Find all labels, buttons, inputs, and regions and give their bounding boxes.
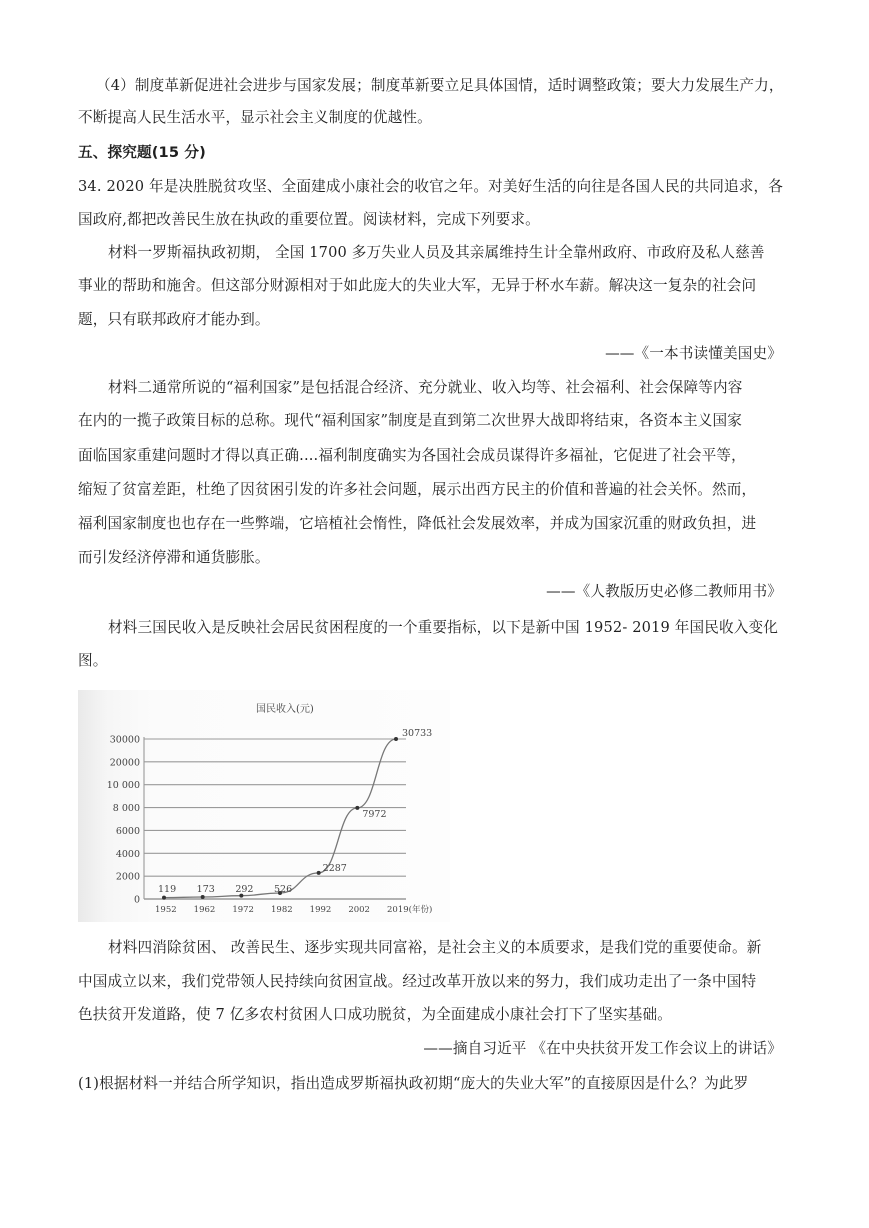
material-3-line-1: 材料三国民收入是反映社会居民贫困程度的一个重要指标，以下是新中国 1952- 2019 年国民收入变化: [108, 619, 778, 636]
data-label: 119: [158, 884, 177, 895]
material-4-source: ——摘自习近平 《在中央扶贫开发工作会议上的讲话》: [423, 1040, 782, 1057]
data-label: 173: [196, 884, 215, 895]
series-line: [164, 739, 396, 898]
material-2-line-1: 材料二通常所说的“福利国家”是包括混合经济、充分就业、收入均等、社会福利、社会保障等内容: [108, 379, 743, 396]
question-1-line-1: (1)根据材料一并结合所学知识，指出造成罗斯福执政初期“庞大的失业大军”的直接原因是什么？为此罗: [78, 1075, 749, 1092]
section-5-title: 五、探究题(15 分): [78, 144, 206, 161]
y-tick-label: 4000: [115, 848, 140, 860]
question-34-line-2: 国政府,都把改善民生放在执政的重要位置。阅读材料，完成下列要求。: [78, 211, 540, 228]
x-tick-label: 1952: [155, 905, 177, 915]
material-1-line-1: 材料一罗斯福执政初期， 全国 1700 多万失业人员及其亲属维持生计全靠州政府、市政府及私人慈善: [108, 244, 765, 261]
question-34-line-1: 34. 2020 年是决胜脱贫攻坚、全面建成小康社会的收官之年。对美好生活的向往是各国人民的共同追求，各: [78, 178, 783, 195]
chart-title: 国民收入(元): [256, 704, 314, 715]
answer-4-line-1: （4）制度革新促进社会进步与国家发展；制度革新要立足具体国情，适时调整政策；要大力发展生产力，: [96, 77, 784, 94]
x-tick-label: 1962: [193, 905, 216, 915]
data-label: 7972: [362, 808, 387, 820]
material-4-line-1: 材料四消除贫困、 改善民生、逐步实现共同富裕，是社会主义的本质要求，是我们党的重要使命。新: [108, 939, 762, 956]
y-tick-label: 0: [133, 894, 140, 906]
material-1-source: ——《一本书读懂美国史》: [605, 345, 782, 362]
material-2-line-3: 面临国家重建问题时才得以真正确....福利制度确实为各国社会成员谋得许多福祉，它促进了社会平等，: [78, 447, 746, 464]
y-tick-label: 6000: [115, 825, 140, 837]
material-2-source: ——《人教版历史必修二教师用书》: [546, 583, 782, 600]
data-label: 30733: [402, 728, 433, 739]
national-income-chart: [78, 690, 450, 922]
y-tick-label: 30000: [109, 734, 140, 746]
material-2-line-2: 在内的一揽子政策目标的总称。现代“福利国家”制度是直到第二次世界大战即将结束，各资本主义国家: [78, 412, 742, 429]
material-2-line-6: 而引发经济停滞和通货膨胀。: [78, 549, 270, 566]
material-3-line-2: 图。: [78, 652, 108, 669]
material-1-line-2: 事业的帮助和施舍。但这部分财源相对于如此庞大的失业大军，无异于杯水车薪。解决这一复杂的社会问: [78, 277, 757, 294]
y-tick-label: 20000: [109, 757, 140, 769]
data-label: 292: [235, 884, 254, 895]
chart-svg: [78, 690, 450, 922]
y-tick-label: 10 000: [106, 780, 140, 792]
x-tick-label: 1982: [271, 905, 293, 915]
data-label: 2287: [322, 862, 347, 874]
data-label: 526: [274, 884, 293, 895]
data-point: [355, 806, 359, 810]
material-1-line-3: 题，只有联邦政府才能办到。: [78, 311, 270, 328]
material-2-line-4: 缩短了贫富差距，杜绝了因贫困引发的许多社会问题，展示出西方民主的价值和普遍的社会关怀。然而，: [78, 481, 757, 498]
x-tick-label: 2019(年份): [387, 905, 433, 915]
y-tick-label: 8 000: [112, 803, 140, 815]
material-4-line-2: 中国成立以来，我们党带领人民持续向贫困宣战。经过改革开放以来的努力，我们成功走出了一条中国特: [78, 973, 757, 990]
x-tick-label: 1992: [309, 905, 332, 915]
data-point: [201, 895, 205, 899]
material-4-line-3: 色扶贫开发道路，使 7 亿多农村贫困人口成功脱贫，为全面建成小康社会打下了坚实基础。: [78, 1006, 673, 1023]
material-2-line-5: 福利国家制度也也存在一些弊端，它培植社会惰性，降低社会发展效率，并成为国家沉重的财政负担，进: [78, 515, 757, 532]
x-tick-label: 2002: [348, 905, 370, 915]
x-tick-label: 1972: [232, 905, 254, 915]
y-tick-label: 2000: [115, 871, 140, 883]
data-point: [394, 737, 398, 741]
data-point: [317, 871, 321, 875]
data-point: [162, 896, 166, 900]
answer-4-line-2: 不断提高人民生活水平，显示社会主义制度的优越性。: [78, 109, 432, 126]
